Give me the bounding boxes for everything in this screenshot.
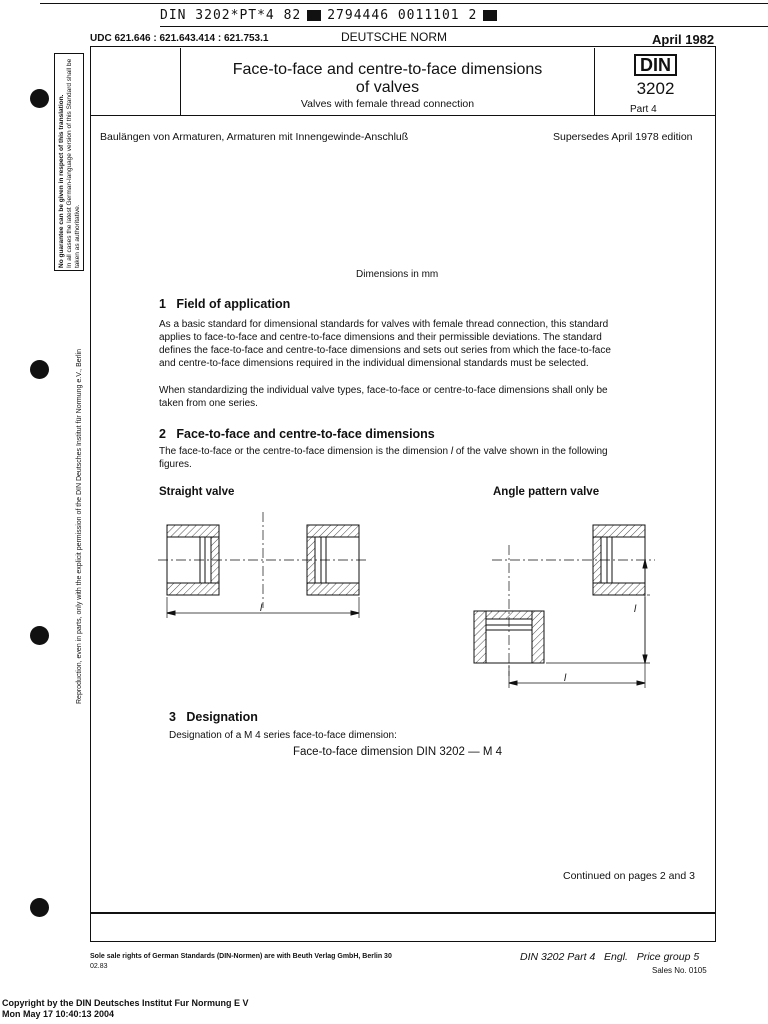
sales-number: Sales No. 0105 bbox=[652, 966, 707, 975]
copyright-line-1: Copyright by the DIN Deutsches Institut Fur Normung E V bbox=[2, 998, 249, 1008]
disclaimer-bold: No guarantee can be given in respect of this translation. bbox=[58, 94, 65, 268]
dim-label-angle-horizontal: l bbox=[564, 673, 567, 684]
disclaimer-rest: In all cases the latest German-language version of this Standard shall be taken as authoritative. bbox=[66, 58, 81, 268]
german-title: Baulängen von Armaturen, Armaturen mit Innengewinde-Anschluß bbox=[100, 131, 409, 143]
copyright-stamp bbox=[2, 998, 249, 1020]
dim-label-straight: l bbox=[260, 603, 263, 614]
copyright-line-2: Mon May 17 10:40:13 2004 bbox=[2, 1009, 115, 1019]
title-line-2: of valves bbox=[355, 79, 420, 96]
edition-code: 02.83 bbox=[90, 963, 108, 970]
norm-label: DEUTSCHE NORM bbox=[341, 30, 448, 44]
designation-example: Face-to-face dimension DIN 3202 — M 4 bbox=[293, 746, 503, 758]
section-3-heading: 3 Designation bbox=[169, 710, 258, 724]
part-number: Part 4 bbox=[630, 104, 657, 115]
reproduction-notice: Reproduction, even in parts, only with the explicit permission of the DIN Deutsches Institut für Normung e.V., Berlin bbox=[76, 349, 83, 704]
bottom-rule bbox=[90, 912, 716, 914]
din-number: 3202 bbox=[636, 79, 675, 98]
title-line-1: Face-to-face and centre-to-face dimensions bbox=[232, 61, 543, 78]
para-text: The face-to-face or the centre-to-face dimension is the dimension bbox=[159, 446, 451, 457]
section-1-para-2: When standardizing the individual valve types, face-to-face or centre-to-face dimensions shall only be taken from one series. bbox=[159, 385, 608, 409]
continued-note: Continued on pages 2 and 3 bbox=[563, 870, 695, 882]
figure-label-straight: Straight valve bbox=[159, 486, 235, 498]
din-logo: DIN bbox=[634, 54, 677, 76]
section-1-para-1: As a basic standard for dimensional standards for valves with female thread connection, this standard applies to face-to-face and centre-to-face dimensions and their permissible deviations. The standard defines the face-to-face and centre-to-face dimensions and sets out series from which the face-to-face and centre-to-face dimensions required in the individual dimensional standards must be selected. bbox=[159, 319, 611, 369]
dimension-symbol: l bbox=[450, 446, 454, 457]
subtitle: Valves with female thread connection bbox=[300, 98, 475, 110]
code-prefix: DIN 3202*PT*4 82 bbox=[160, 8, 302, 23]
figure-label-angle: Angle pattern valve bbox=[493, 486, 600, 498]
section-3-para: Designation of a M 4 series face-to-face dimension: bbox=[169, 730, 397, 741]
dimensions-note: Dimensions in mm bbox=[356, 269, 439, 280]
rights-note: Sole sale rights of German Standards (DIN-Normen) are with Beuth Verlag GmbH, Berlin 30 bbox=[90, 953, 392, 960]
udc-number: UDC 621.646 : 621.643.414 : 621.753.1 bbox=[90, 33, 269, 44]
issue-date: April 1982 bbox=[652, 32, 715, 47]
dim-label-angle-vertical: l bbox=[634, 604, 637, 615]
section-1-heading: 1 Field of application bbox=[159, 297, 291, 311]
footer-reference: DIN 3202 Part 4 Engl. Price group 5 bbox=[520, 951, 700, 963]
section-2-heading: 2 Face-to-face and centre-to-face dimensions bbox=[159, 427, 435, 441]
para-text: of the valve shown in the following figures. bbox=[159, 446, 608, 470]
straight-valve-left-end bbox=[167, 525, 219, 595]
code-suffix: 2794446 0011101 2 bbox=[327, 8, 478, 23]
supersedes-note: Supersedes April 1978 edition bbox=[553, 131, 693, 143]
